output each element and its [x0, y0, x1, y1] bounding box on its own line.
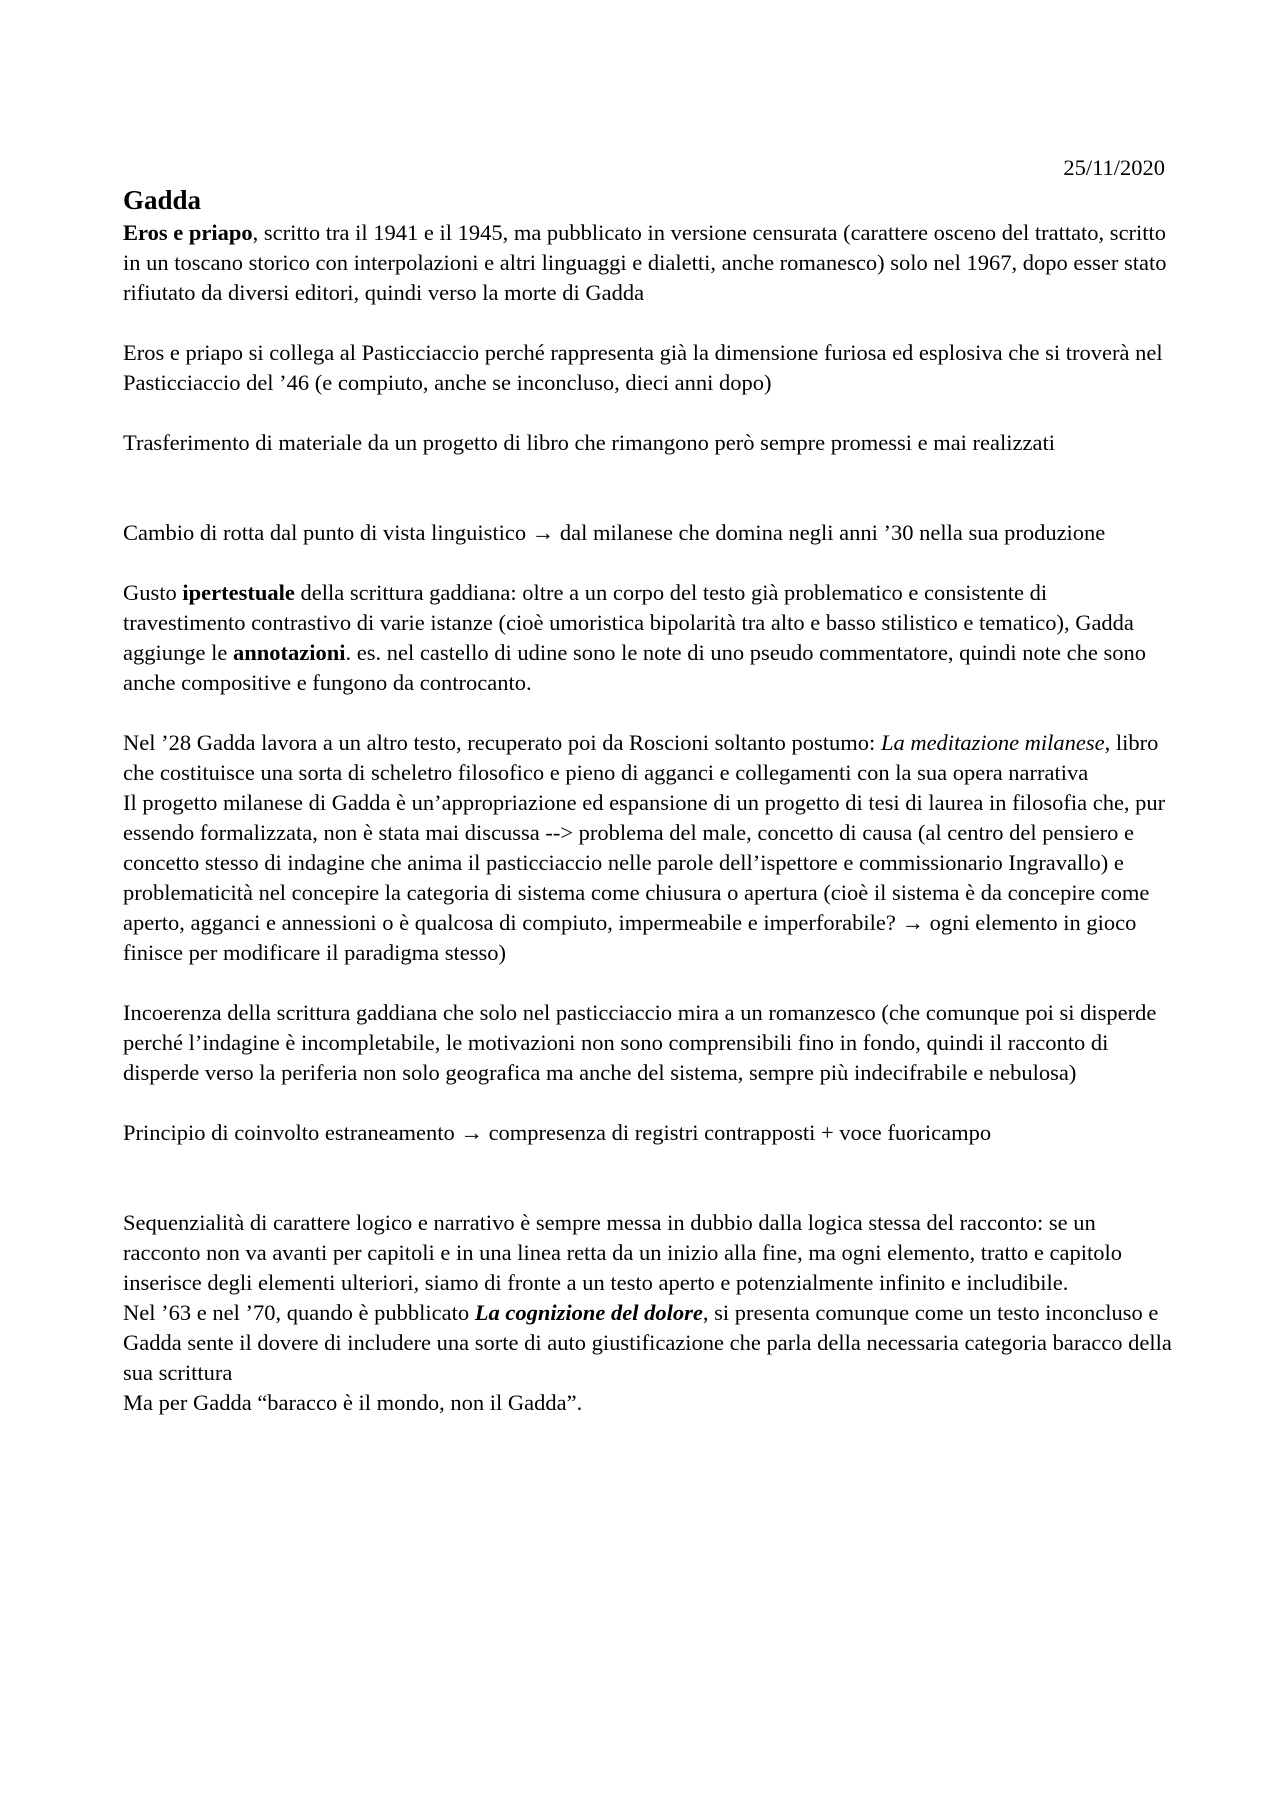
- arrow-icon: →: [531, 520, 555, 545]
- paragraph-coinvolto-estraneamento: [123, 1118, 1175, 1148]
- arrow-icon: →: [901, 910, 924, 935]
- paragraph-text: , si presenta comunque come un testo inconcluso e Gadda sente il dovere di includere una sorte di auto giustificazione che parla della necessaria categoria baracco della sua scrittura: [123, 1300, 1172, 1385]
- paragraph-eros-e-priapo: [123, 218, 1175, 308]
- paragraph-meditazione-milanese: [123, 728, 1175, 788]
- paragraph-text: ogni elemento in gioco finisce per modificare il paradigma stesso): [123, 910, 1137, 965]
- paragraph-text: Nel ’63 e nel ’70, quando è pubblicato: [123, 1300, 475, 1325]
- paragraph-text: , libro che costituisce una sorta di scheletro filosofico e pieno di agganci e collegamenti con la sua opera narrativa: [123, 730, 1159, 785]
- arrow-icon: →: [460, 1120, 483, 1145]
- paragraph-cambio-di-rotta: [123, 518, 1175, 548]
- document-date: 25/11/2020: [1063, 155, 1165, 180]
- paragraph-pasticciaccio: Eros e priapo si collega al Pasticciaccio perché rappresenta già la dimensione furiosa ed esplosiva che si troverà nel Pasticciaccio del ’46 (e compiuto, anche se inconcluso, dieci anni dopo): [123, 340, 1163, 395]
- document-title: Gadda: [123, 185, 202, 215]
- paragraph-trasferimento: Trasferimento di materiale da un progetto di libro che rimangono però sempre promessi e mai realizzati: [123, 430, 1055, 455]
- paragraph-text: Gusto: [123, 580, 183, 605]
- paragraph-incoerenza: Incoerenza della scrittura gaddiana che solo nel pasticciaccio mira a un romanzesco (che comunque poi si disperde perché l’indagine è incompletabile, le motivazioni non sono comprensibili fino in fondo, quindi il racconto di disperde verso la periferia non solo geografica ma anche del sistema, sempre più indecifrabile e nebulosa): [123, 1000, 1157, 1085]
- bold-italic-cognizione-del-dolore: La cognizione del dolore: [474, 1300, 703, 1325]
- paragraph-sequenzialita: Sequenzialità di carattere logico e narrativo è sempre messa in dubbio dalla logica stessa del racconto: se un racconto non va avanti per capitoli e in una linea retta da un inizio alla fine, ma ogni elemento, tratto e capitolo inserisce degli elementi ulteriori, siamo di fronte a un testo aperto e potenzialmente infinito e includibile.: [123, 1210, 1122, 1295]
- paragraph-progetto-milanese: [123, 788, 1175, 968]
- paragraph-text: Cambio di rotta dal punto di vista linguistico: [123, 520, 532, 545]
- paragraph-ipertestuale: [123, 578, 1175, 698]
- paragraph-text: Il progetto milanese di Gadda è un’appropriazione ed espansione di un progetto di tesi di laurea in filosofia che, pur essendo formalizzata, non è stata mai discussa --> problema del male, concetto di causa (al centro del pensiero e concetto stesso di indagine che anima il pasticciaccio nelle parole dell’ispettore e commissionario Ingravallo) e problematicità nel concepire la categoria di sistema come chiusura o apertura (cioè il sistema è da concepire come aperto, agganci e annessioni o è qualcosa di compiuto, impermeabile e imperforabile?: [123, 790, 1166, 935]
- paragraph-text: , scritto tra il 1941 e il 1945, ma pubblicato in versione censurata (carattere osceno del trattato, scritto in un toscano storico con interpolazioni e altri linguaggi e dialetti, anche romanesco) solo nel 1967, dopo esser stato rifiutato da diversi editori, quindi verso la morte di Gadda: [123, 220, 1167, 305]
- paragraph-text: della scrittura gaddiana: oltre a un corpo del testo già problematico e consistente di travestimento contrastivo di varie istanze (cioè umoristica bipolarità tra alto e basso stilistico e tematico), Gadda aggiunge le: [123, 580, 1134, 665]
- paragraph-text: . es. nel castello di udine sono le note di uno pseudo commentatore, quindi note che sono anche compositive e fungono da controcanto.: [123, 640, 1146, 695]
- document-body: [123, 183, 1175, 1418]
- paragraph-text: Nel ’28 Gadda lavora a un altro testo, recuperato poi da Roscioni soltanto postumo:: [123, 730, 881, 755]
- paragraph-text: dal milanese che domina negli anni ’30 nella sua produzione: [554, 520, 1106, 545]
- italic-meditazione-milanese: La meditazione milanese: [880, 730, 1105, 755]
- paragraph-text: compresenza di registri contrapposti + voce fuoricampo: [482, 1120, 992, 1145]
- bold-ipertestuale: ipertestuale: [182, 580, 295, 605]
- bold-eros-e-priapo: Eros e priapo: [123, 220, 253, 245]
- bold-annotazioni: annotazioni: [232, 640, 346, 665]
- paragraph-cognizione-del-dolore: [123, 1298, 1175, 1388]
- paragraph-text: Principio di coinvolto estraneamento: [123, 1120, 461, 1145]
- paragraph-baracco: Ma per Gadda “baracco è il mondo, non il Gadda”.: [123, 1390, 583, 1415]
